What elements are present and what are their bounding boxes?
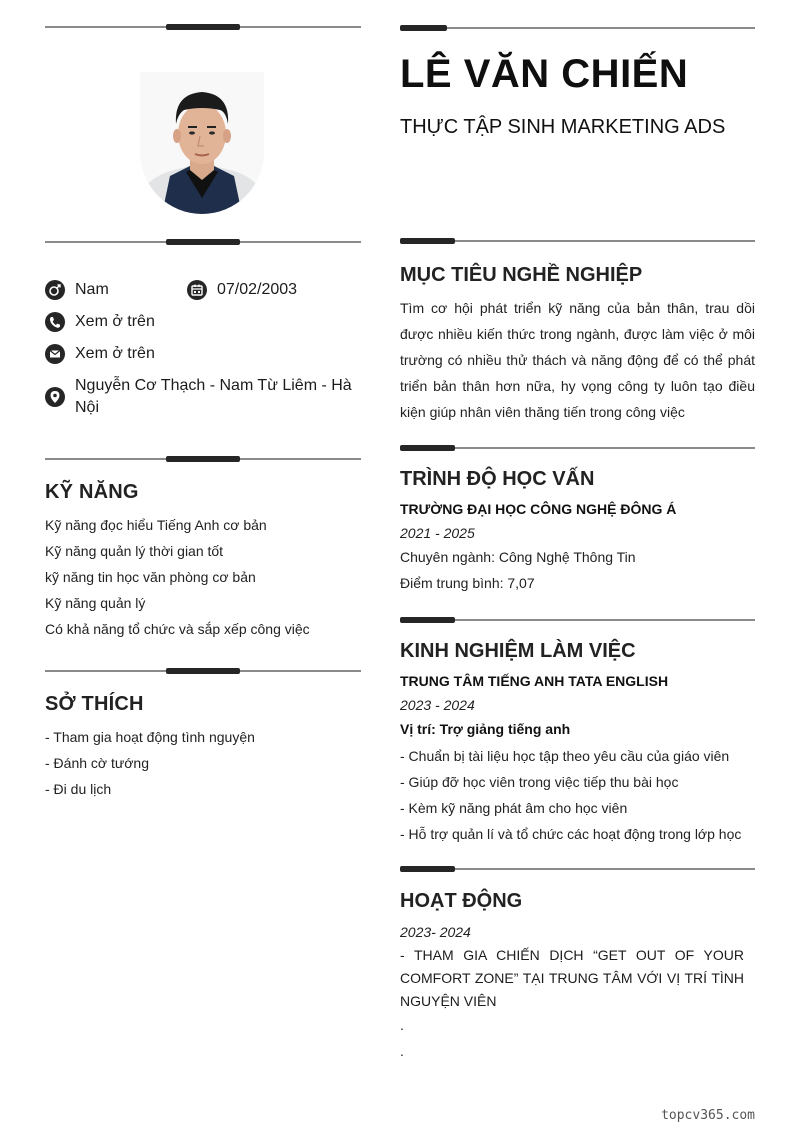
education-gpa: Điểm trung bình: 7,07 <box>400 575 535 591</box>
hobbies-heading: SỞ THÍCH <box>45 693 144 715</box>
candidate-role: THỰC TẬP SINH MARKETING ADS <box>400 116 726 138</box>
skills-heading: KỸ NĂNG <box>45 481 139 503</box>
phone-value: Xem ở trên <box>75 313 155 330</box>
gender-value: Nam <box>75 281 109 298</box>
experience-period: 2023 - 2024 <box>400 697 475 713</box>
objective-text: Tìm cơ hội phát triển kỹ năng của bản thân, trau dồi được nhiều kiến thức trong ngành, được làm việc ở môi trường có nhiều thử thách và năng động để có thể phát triển bản thân hơn nữa, hy vọng công ty luôn tạo điều kiện giúp nhân viên thăng tiến trong công việc <box>400 300 755 420</box>
hobby-item: - Tham gia hoạt động tình nguyện <box>45 729 255 745</box>
dob-value: 07/02/2003 <box>217 281 298 298</box>
location-pin-icon <box>45 387 65 407</box>
address-value: Nguyễn Cơ Thạch - Nam Từ Liêm - Hà Nội <box>75 377 352 416</box>
objective-heading: MỤC TIÊU NGHỀ NGHIỆP <box>400 264 643 286</box>
task-item: - Kèm kỹ năng phát âm cho học viên <box>400 800 628 816</box>
activities-dot: . <box>400 1017 404 1033</box>
candidate-name: LÊ VĂN CHIẾN <box>400 52 689 96</box>
divider-activities <box>400 868 755 870</box>
experience-position: Vị trí: Trợ giảng tiếng anh <box>400 721 571 737</box>
skill-item: Kỹ năng quản lý thời gian tốt <box>45 543 224 559</box>
activities-dot: . <box>400 1043 404 1059</box>
hobby-item: - Đi du lịch <box>45 781 112 797</box>
mail-icon <box>45 344 65 364</box>
phone-icon <box>45 312 65 332</box>
activities-text: - THAM GIA CHIẾN DỊCH “GET OUT OF YOUR COMFORT ZONE” TẠI TRUNG TÂM VỚI VỊ TRÍ TÌNH NGUYỆN VIÊN <box>400 947 744 1009</box>
calendar-icon <box>187 280 207 300</box>
divider-skills <box>45 458 361 460</box>
divider-photo-bottom <box>45 241 361 243</box>
education-school: TRƯỜNG ĐẠI HỌC CÔNG NGHỆ ĐÔNG Á <box>400 501 677 517</box>
experience-company: TRUNG TÂM TIẾNG ANH TATA ENGLISH <box>400 673 669 689</box>
divider-experience <box>400 619 755 621</box>
gender-icon <box>45 280 65 300</box>
divider-education <box>400 447 755 449</box>
experience-heading: KINH NGHIỆM LÀM VIỆC <box>400 640 636 662</box>
activities-heading: HOẠT ĐỘNG <box>400 890 523 912</box>
skill-item: Kỹ năng đọc hiểu Tiếng Anh cơ bản <box>45 517 267 533</box>
task-item: - Hỗ trợ quản lí và tổ chức các hoạt động trong lớp học <box>400 826 742 842</box>
divider-top-left <box>45 26 361 28</box>
hobbies-list <box>45 724 365 802</box>
activities-period: 2023- 2024 <box>400 924 471 940</box>
experience-tasks <box>400 743 755 847</box>
avatar <box>140 72 264 214</box>
email-value: Xem ở trên <box>75 345 155 362</box>
education-period: 2021 - 2025 <box>400 525 475 541</box>
task-item: - Giúp đỡ học viên trong việc tiếp thu bài học <box>400 774 679 790</box>
education-major: Chuyên ngành: Công Nghệ Thông Tin <box>400 549 636 565</box>
skill-item: kỹ năng tin học văn phòng cơ bản <box>45 569 256 585</box>
task-item: - Chuẩn bị tài liệu học tập theo yêu cầu của giáo viên <box>400 748 730 764</box>
divider-hobbies <box>45 670 361 672</box>
education-heading: TRÌNH ĐỘ HỌC VẤN <box>400 468 595 490</box>
skills-list <box>45 512 365 642</box>
hobby-item: - Đánh cờ tướng <box>45 755 149 771</box>
skill-item: Có khả năng tổ chức và sắp xếp công việc <box>45 621 310 637</box>
divider-top-right <box>400 27 755 29</box>
divider-objective <box>400 240 755 242</box>
watermark: topcv365.com <box>661 1108 755 1123</box>
skill-item: Kỹ năng quản lý <box>45 595 146 611</box>
